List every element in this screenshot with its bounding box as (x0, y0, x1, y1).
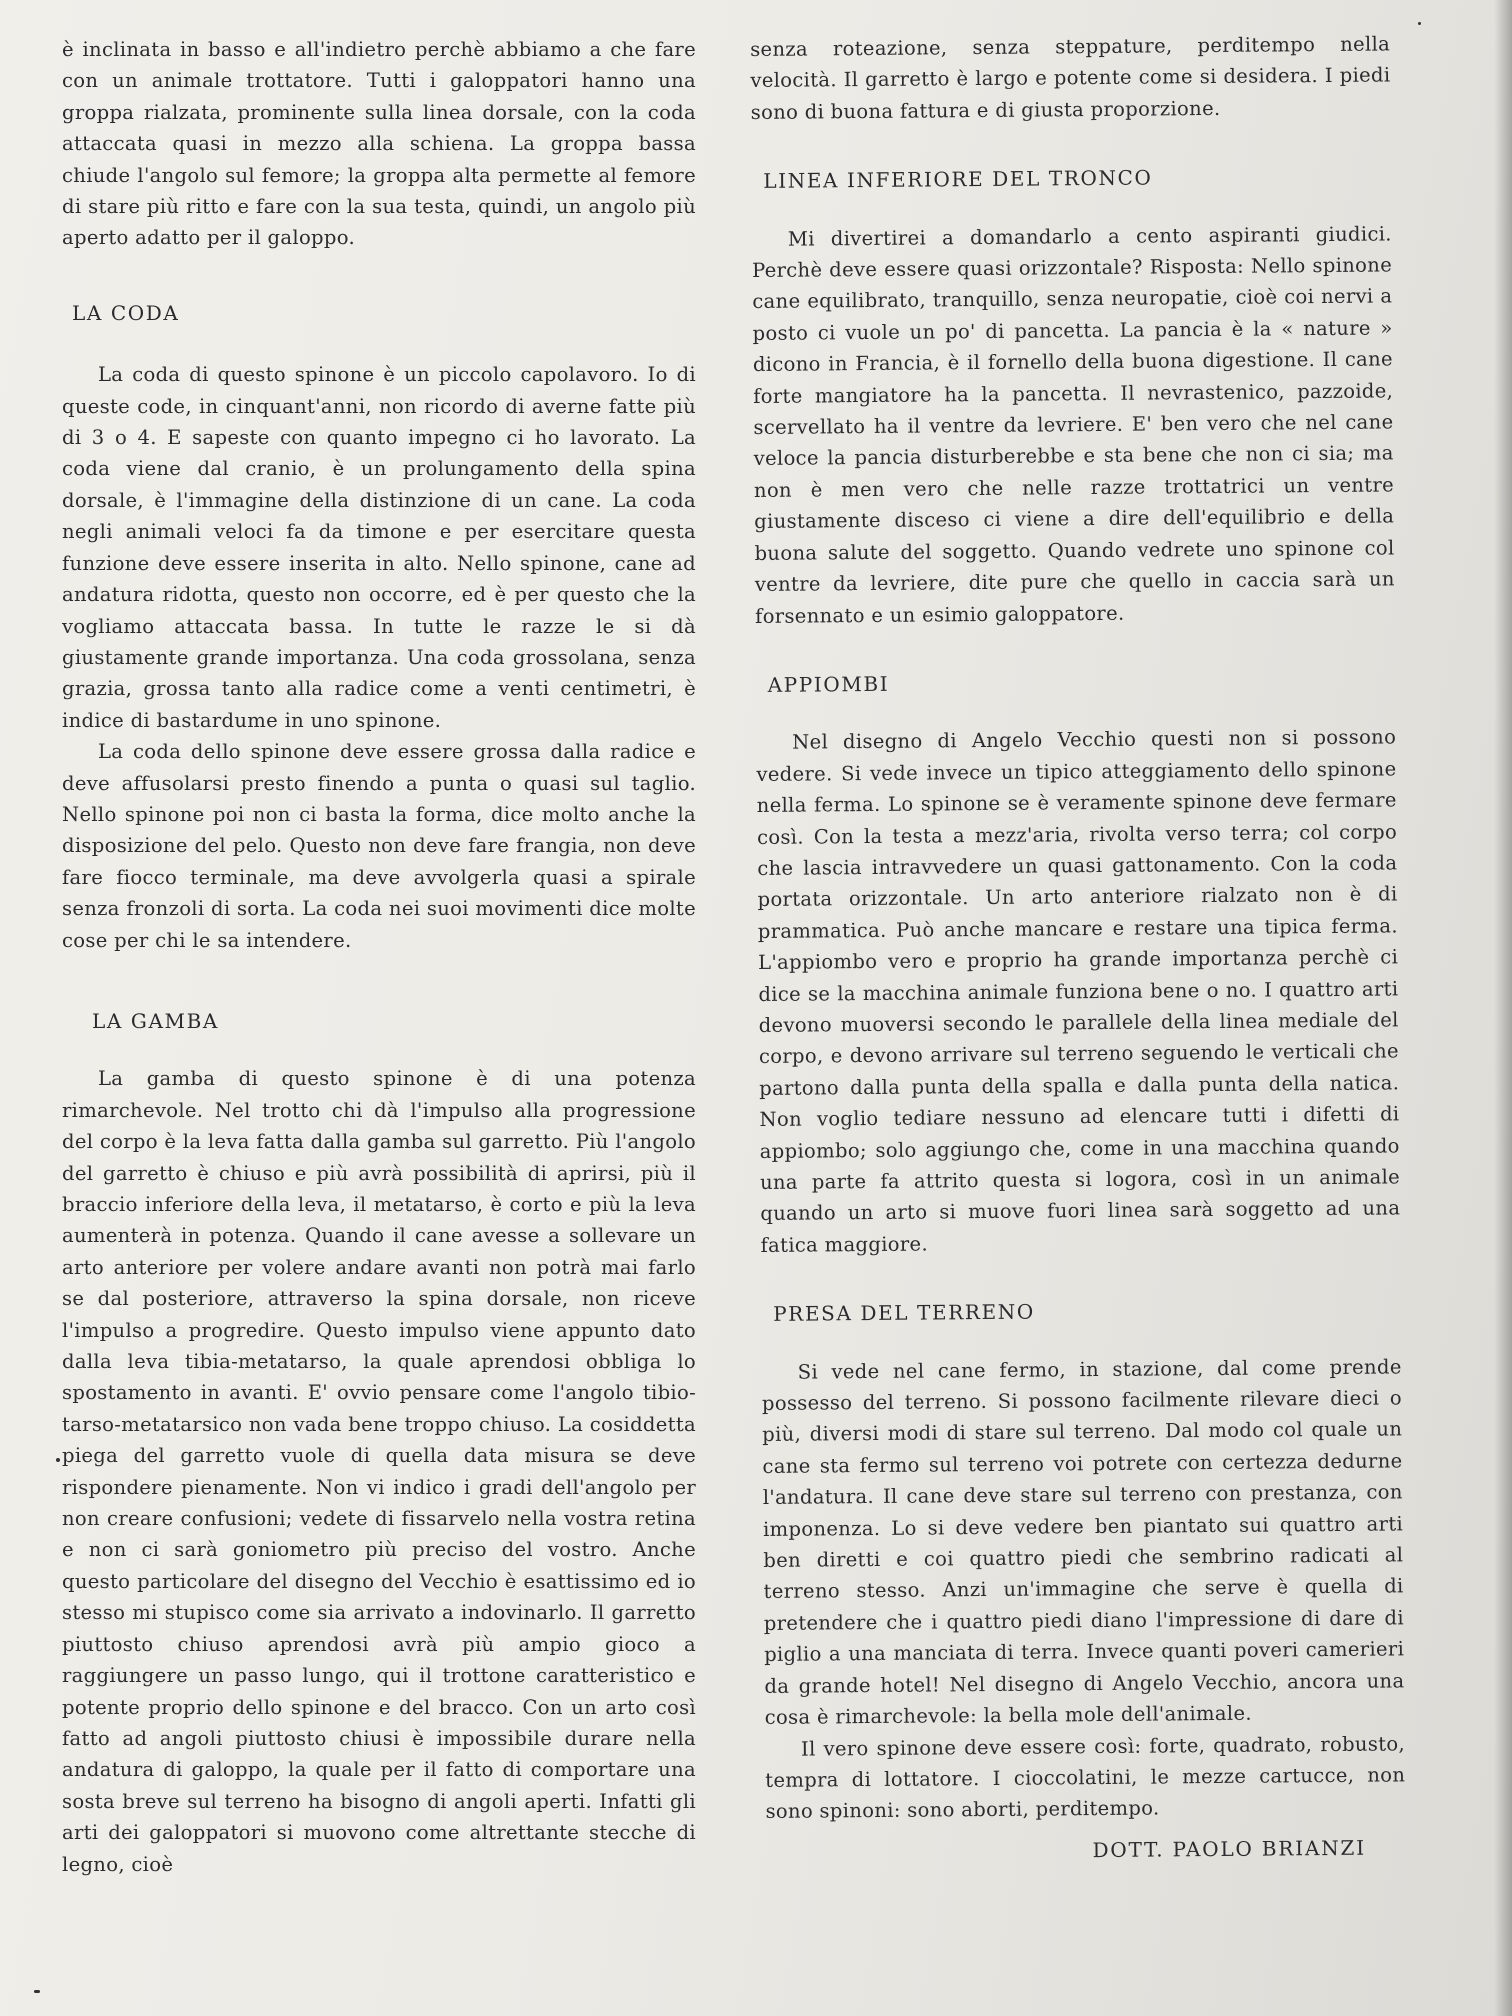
heading-presa-del-terreno: PRESA DEL TERRENO (773, 1299, 1035, 1327)
gamba-paragraph: La gamba di questo spinone è di una potenza rimarchevole. Nel trotto chi dà l'impulso alla progressione del corpo è la leva fatta dalla gamba sul garretto. Più l'angolo del garretto è chiuso e più avrà possibilità di aprirsi, più il braccio inferiore della leva, il metatarso, è corto e più la leva aumenterà in potenza. Quando il cane avesse a sollevare un arto anteriore per volere andare avanti non potrà mai farlo se dal posteriore, attraverso la spina dorsale, non riceve l'impulso a progredire. Questo impulso viene appunto dato dalla leva tibia-metatarso, la quale aprendosi obbliga lo spostamento in avanti. E' ovvio pensare come l'angolo tibio-tarso-metatarsico non vada bene troppo chiuso. La cosiddetta piega del garretto vuole di quella data misura se deve rispondere pienamente. Non vi indico i gradi dell'angolo per non creare confusioni; vedete di fissarvelo nella vostra retina e non ci sarà goniometro più preciso del vostro. Anche questo particolare del disegno del Vecchio è esattissimo ed io stesso mi stupisco come sia arrivato a indovinarlo. Il garretto piuttosto chiuso aprendosi avrà più ampio gioco a raggiungere un passo lungo, qui il trottone caratteristico e potente proprio dello spinone e del bracco. Con un arto così fatto ad angoli piuttosto chiusi è impossibile durare nella andatura di galoppo, la quale per il fatto di comportare una sosta breve sul terreno ha bisogno di angoli aperti. Infatti gli arti dei galoppatori si muovono come altrettante stecche di legno, cioè (62, 1067, 696, 1876)
heading-la-coda: LA CODA (72, 300, 180, 325)
right-column (750, 28, 1406, 1869)
intro-paragraph-left: è inclinata in basso e all'indietro perchè abbiamo a che fare con un animale trottatore. Tutti i galoppatori hanno una groppa rialzata, prominente sulla linea dorsale, con la coda attaccata quasi in mezzo alla schiena. La groppa bassa chiude l'angolo sul femore; la groppa alta permette al femore di stare più ritto e fare con la sua testa, quindi, un angolo più aperto adatto per il galoppo. (62, 38, 696, 250)
print-speck (34, 1990, 40, 1993)
coda-paragraph-2: La coda dello spinone deve essere grossa dalla radice e deve affusolarsi presto finendo a punta o quasi sul taglio. Nello spinone poi non ci basta la forma, dice molto anche la disposizione del pelo. Questo non deve fare frangia, non deve fare fiocco terminale, ma deve avvolgerla quasi a spirale senza fronzoli di sorta. La coda nei suoi movimenti dice molte cose per chi le sa intendere. (62, 740, 696, 952)
intro-paragraph-right: senza roteazione, senza steppature, perditempo nella velocità. Il garretto è largo e potente come si desidera. I piedi sono di buona fattura e di giusta proporzione. (750, 32, 1391, 124)
heading-appiombi: APPIOMBI (767, 671, 890, 697)
author-signature: DOTT. PAOLO BRIANZI (1092, 1835, 1366, 1862)
print-speck (56, 1458, 60, 1462)
appiombi-paragraph: Nel disegno di Angelo Vecchio questi non si possono vedere. Si vede invece un tipico atteggiamento dello spinone nella ferma. Lo spinone se è veramente spinone deve fermare così. Con la testa a mezz'aria, rivolta verso terra; col corpo che lascia intravvedere un quasi gattonamento. Con la coda portata orizzontale. Un arto anteriore rialzato non è di prammatica. Può anche mancare e restare una tipica ferma. L'appiombo vero e proprio ha grande importanza perchè ci dice se la macchina animale funziona bene o no. I quattro arti devono muoversi secondo le parallele della linea mediale del corpo, e devono arrivare sul terreno seguendo le verticali che partono dalla punta della spalla e dalla punta della natica. Non voglio tediare nessuno ad elencare tutti i difetti di appiombo; solo aggiungo che, come in una macchina quando una parte fa attrito questa si logora, così in un animale quando un arto si muove fuori linea sarà soggetto ad una fatica maggiore. (756, 725, 1401, 1257)
presa-paragraph-1: Si vede nel cane fermo, in stazione, dal come prende possesso del terreno. Si possono facilmente rilevare dieci o più, diversi modi di stare sul terreno. Dal modo col quale un cane sta fermo sul terreno voi potrete con certezza dedurne l'andatura. Il cane deve stare sul terreno con prestanza, con imponenza. Lo si deve vedere ben piantato sui quattro arti ben diretti e coi quattro piedi che sembrino radicati al terreno stesso. Anzi un'immagine che serve è quella di pretendere che i quattro piedi diano l'impressione di dare di piglio a una manciata di terra. Invece quanti poveri camerieri da grande hotel! Nel disegno di Angelo Vecchio, ancora una cosa è rimarchevole: la bella mole dell'animale. (761, 1354, 1405, 1730)
heading-la-gamba: LA GAMBA (92, 1008, 219, 1033)
coda-paragraph-1: La coda di questo spinone è un piccolo capolavoro. Io di queste code, in cinquant'anni, non ricordo di averne fatte più di 3 o 4. E sapeste con quanto impegno ci ho lavorato. La coda viene dal cranio, è un prolungamento della spina dorsale, è l'immagine della distinzione di un cane. La coda negli animali veloci fa da timone e per esercitare questa funzione deve essere inserita in alto. Nello spinone, cane ad andatura ridotta, questo non occorre, ed è per questo che la vogliamo attaccata bassa. In tutte le razze le si dà giustamente grande importanza. Una coda grossolana, senza grazia, grossa tanto alla radice come a venti centimetri, è indice di bastardume in uno spinone. (62, 363, 696, 732)
heading-linea-inferiore: LINEA INFERIORE DEL TRONCO (763, 165, 1153, 194)
page-edge-shadow (1494, 0, 1512, 2016)
linea-paragraph: Mi divertirei a domandarlo a cento aspiranti giudici. Perchè deve essere quasi orizzontale? Risposta: Nello spinone cane equilibrato, tranquillo, senza neuropatie, cioè coi nervi a posto ci vuole un po' di pancetta. La pancia è la « nature » dicono in Francia, è il fornello della buona digestione. Il cane forte mangiatore ha la pancetta. Il nevrastenico, pazzoide, scervellato ha il ventre da levriere. E' ben vero che nel cane veloce la pancia disturberebbe e sta bene che non ci sia; ma non è men vero che nelle razze trottatrici un ventre giustamente disceso ci viene a dire dell'equilibrio e della buona salute del soggetto. Quando vedrete uno spinone col ventre da levriere, dite pure che quello in caccia sarà un forsennato e un esimio galoppatore. (751, 222, 1395, 628)
left-column (62, 34, 696, 1880)
print-speck (1418, 22, 1421, 25)
presa-paragraph-2: Il vero spinone deve essere così: forte, quadrato, robusto, tempra di lottatore. I cioccolatini, le mezze cartucce, non sono spinoni: sono aborti, perditempo. (765, 1731, 1406, 1824)
